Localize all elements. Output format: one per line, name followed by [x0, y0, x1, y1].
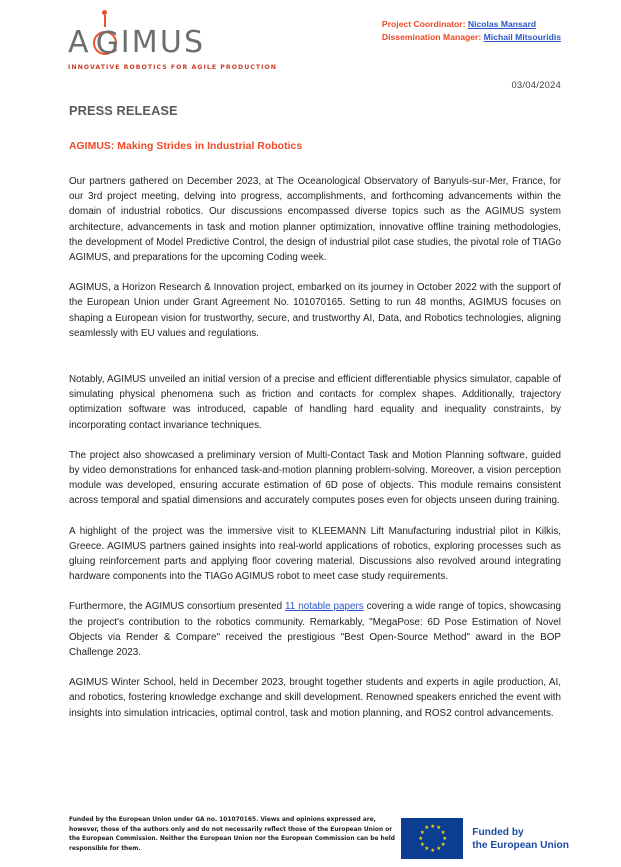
- eu-star-icon: ★: [436, 845, 442, 852]
- eu-star-icon: ★: [424, 825, 430, 832]
- document-content: [0, 103, 621, 721]
- press-release-label: PRESS RELEASE: [69, 103, 178, 118]
- dissemination-manager-link[interactable]: Michail Mitsouridis: [483, 31, 561, 42]
- logo-letter-g: G: [95, 26, 119, 61]
- eu-star-icon: ★: [430, 847, 436, 854]
- paragraph-kleemann-pilot: A highlight of the project was the immersive visit to KLEEMANN Lift Manufacturing industrial pilot in Kilkis, Greece. AGIMUS partners gained insights into real-world applications of robotics, exploring processes such as gluing reinforcement parts and applying floor covering material. Discussions also revolved around integrating hardware components into the TIAGo AGIMUS robot to meet case study requirements.: [69, 525, 561, 583]
- paragraph-publications: [69, 599, 561, 660]
- logo-letter-a: A: [68, 25, 91, 60]
- dissemination-manager-line: [382, 31, 561, 44]
- logo-wordmark: [68, 26, 298, 60]
- project-coordinator-label: Project Coordinator:: [381, 19, 466, 29]
- paragraph-physics-simulator: Notably, AGIMUS unveiled an initial version of a precise and efficient differentiable physics simulator, capable of simulating physical phenomena such as friction and contacts for complex shapes. Additionally, trajectory optimization software was introduced, capable of handling hard equality and inequality constraints, by incorporating contact invariance techniques.: [69, 374, 561, 431]
- eu-star-icon: ★: [419, 829, 425, 836]
- eu-funding-text: [472, 826, 569, 852]
- eu-star-icon: ★: [430, 823, 436, 830]
- funding-disclaimer: Funded by the European Union under GA no. 101070165. Views and opinions expressed are, however, those of the authors only and do not necessarily reflect those of the European Union or the European Commission. Neither the European Union nor the European Commission can be held responsible for them.: [69, 817, 395, 852]
- contact-info: [382, 18, 561, 43]
- paragraph-meeting: Our partners gathered on December 2023, at The Oceanological Observatory of Banyuls-sur-Mer, France, for our 3rd project meeting, delving into progress, accomplishments, and forthcoming advancements within the domain of industrial robotics. Our discussions encompassed diverse topics such as the AGIMUS system architecture, advancements in task and motion planner optimization, innovative offline training methodologies, the development of Model Predictive Control, the design of industrial pilot case studies, the pivotal role of TIAGo AGIMUS, and preparations for the upcoming Coding week.: [69, 176, 561, 264]
- logo-tagline: INNOVATIVE ROBOTICS FOR AGILE PRODUCTION: [68, 64, 278, 71]
- eu-star-icon: ★: [442, 835, 448, 842]
- eu-funding-badge: [401, 818, 569, 859]
- document-date: 03/04/2024: [511, 80, 561, 91]
- agimus-logo: [68, 26, 298, 71]
- publications-text-after: covering a wide range of topics, showcasing the project's contribution to the robotics community. Remarkably, "MegaPose: 6D Pose Estimation of Novel Objects via Render & Compare" received the prestigious "Best Open-Source Method" award in the BOP Challenge 2023.: [69, 601, 561, 659]
- notable-papers-link[interactable]: 11 notable papers: [285, 601, 364, 613]
- eu-funding-line2: the European Union: [472, 839, 569, 851]
- eu-star-icon: ★: [418, 835, 424, 842]
- project-coordinator-link[interactable]: Nicolas Mansard: [467, 19, 537, 29]
- eu-star-icon: ★: [419, 841, 425, 848]
- eu-star-icon: ★: [436, 825, 442, 832]
- eu-star-icon: ★: [424, 845, 430, 852]
- headline: AGIMUS: Making Strides in Industrial Robotics: [69, 141, 303, 152]
- eu-flag-icon: [401, 818, 463, 859]
- project-coordinator-line: [382, 18, 561, 31]
- paragraph-winter-school: AGIMUS Winter School, held in December 2023, brought together students and experts in agile production, AI, and robotics, fostering knowledge exchange and skill development. Renowned speakers enriched the event with insights into simulation intricacies, optimal control, task and motion planning, and ROS2 control advancements.: [69, 677, 561, 719]
- eu-star-icon: ★: [440, 829, 446, 836]
- logo-letters-imus: IMUS: [120, 25, 206, 60]
- publications-text-before: Furthermore, the AGIMUS consortium presented: [69, 601, 286, 613]
- eu-funding-line1: Funded by: [472, 826, 524, 838]
- eu-star-icon: ★: [440, 841, 446, 848]
- document-footer: [0, 816, 621, 859]
- logo-robot-g-icon: [91, 26, 121, 60]
- paragraph-project-overview: AGIMUS, a Horizon Research & Innovation project, embarked on its journey in October 2022 with the support of the European Union under Grant Agreement No. 101070165. Setting to run 48 months, AGIMUS focuses on shaping a European vision for trustworthy, secure, and trustworthy AI, Data, and Robotics technologies, aligning seamlessly with EU values and regulations.: [69, 282, 561, 339]
- paragraph-task-motion-planning: The project also showcased a preliminary version of Multi-Contact Task and Motion Planning software, guided by video demonstrations for enhanced task-and-motion planning problem-solving. Moreover, a vision perception module was developed, ensuring accurate estimation of 6D pose of objects. This module remains consistent across temporal and spatial dimensions and accurately computes poses even for objects unseen during training.: [69, 449, 561, 507]
- document-header: [0, 0, 621, 92]
- dissemination-manager-label: Dissemination Manager:: [381, 31, 482, 42]
